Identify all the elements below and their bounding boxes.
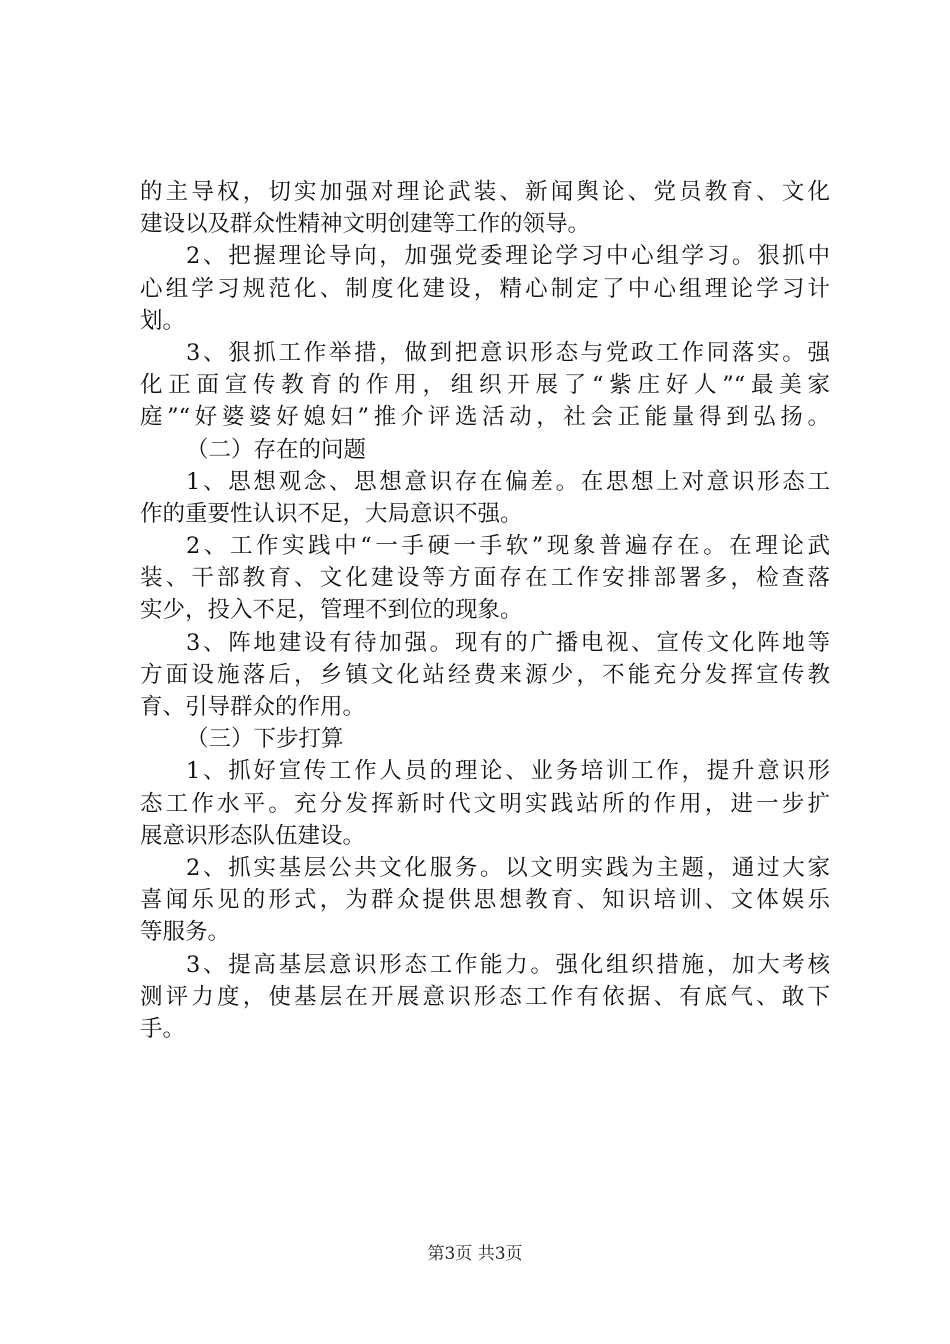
paragraph-line: 3、狠抓工作举措，做到把意识形态与党政工作同落实。强 [186, 339, 830, 366]
body-line: 的主导权，切实加强对理论武装、新闻舆论、党员教育、文化 [140, 179, 830, 205]
body-line: 心组学习规范化、制度化建设，精心制定了中心组理论学习计 [140, 275, 830, 302]
body-line: 展意识形态队伍建设。 [140, 822, 366, 849]
body-line: 测评力度，使基层在开展意识形态工作有依据、有底气、敢下 [140, 983, 830, 1010]
body-line: 等服务。 [140, 919, 231, 946]
body-line: 育、引导群众的作用。 [140, 694, 366, 720]
document-body [140, 176, 830, 1045]
body-line: 庭”“好婆婆好媳妇”推介评选活动，社会正能量得到弘扬。 [140, 404, 830, 431]
page-footer: 第3页 共3页 [427, 1244, 523, 1264]
section-heading: （三）下步打算 [186, 726, 344, 753]
paragraph-line: 3、阵地建设有待加强。现有的广播电视、宣传文化阵地等 [186, 629, 830, 656]
body-line: 装、干部教育、文化建设等方面存在工作安排部署多，检查落 [140, 565, 830, 592]
body-line: 实少，投入不足，管理不到位的现象。 [140, 597, 523, 624]
body-line: 作的重要性认识不足，大局意识不强。 [140, 500, 523, 527]
body-line: 手。 [140, 1015, 186, 1042]
body-line: 建设以及群众性精神文明创建等工作的领导。 [140, 211, 591, 238]
paragraph-line: 2、抓实基层公共文化服务。以文明实践为主题，通过大家 [186, 854, 830, 881]
body-line: 喜闻乐见的形式，为群众提供思想教育、知识培训、文体娱乐 [140, 887, 830, 914]
body-line: 方面设施落后，乡镇文化站经费来源少，不能充分发挥宣传教 [140, 661, 830, 688]
paragraph-line: 1、思想观念、思想意识存在偏差。在思想上对意识形态工 [186, 468, 830, 495]
paragraph-line: 2、把握理论导向，加强党委理论学习中心组学习。狠抓中 [186, 243, 830, 270]
paragraph-line: 1、抓好宣传工作人员的理论、业务培训工作，提升意识形 [186, 758, 830, 785]
body-line: 态工作水平。充分发挥新时代文明实践站所的作用，进一步扩 [140, 790, 830, 817]
section-heading: （二）存在的问题 [186, 436, 367, 463]
paragraph-line: 3、提高基层意识形态工作能力。强化组织措施，加大考核 [186, 951, 830, 978]
paragraph-line: 2、工作实践中“一手硬一手软”现象普遍存在。在理论武 [186, 533, 830, 560]
body-line: 化正面宣传教育的作用，组织开展了“紫庄好人”“最美家 [140, 372, 830, 399]
body-line: 划。 [140, 307, 186, 334]
